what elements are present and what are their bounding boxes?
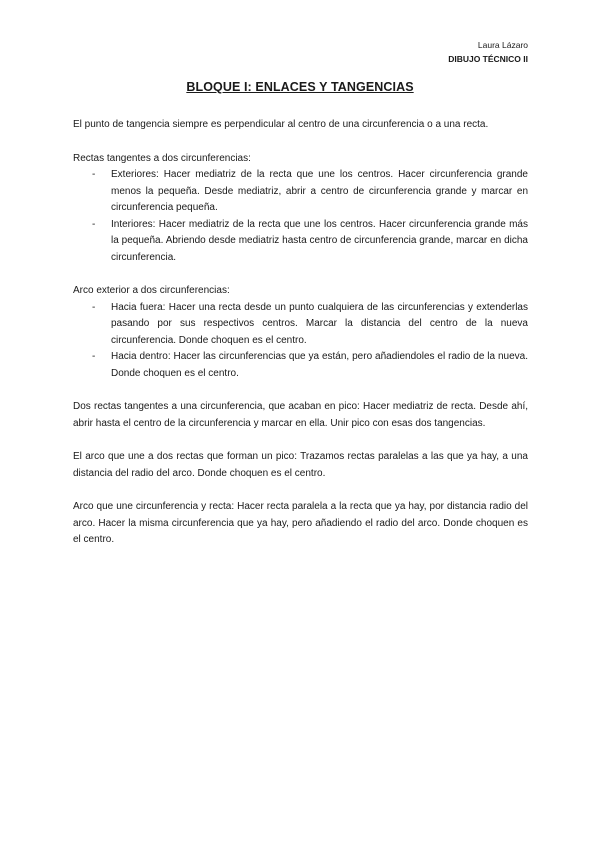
list-item xyxy=(92,300,528,350)
intro-paragraph: El punto de tangencia siempre es perpendicular al centro de una circunferencia o a una recta. xyxy=(73,119,489,130)
list-item-text: Hacia dentro: Hacer las circunferencias que ya están, pero añadiendoles el radio de la nueva. Donde choquen es el centro. xyxy=(111,351,528,379)
list-item-text: Exteriores: Hacer mediatriz de la recta que une los centros. Hacer circunferencia grande menos la pequeña. Desde mediatriz, abrir a centro de circunferencia grande y marcar en circunferencia pequeña. xyxy=(111,169,528,213)
page-header xyxy=(448,38,528,66)
list-item xyxy=(92,217,528,267)
section-heading: Arco exterior a dos circunferencias: xyxy=(73,285,230,296)
dash-marker: - xyxy=(92,218,96,230)
paragraph-arc-circle-line: Arco que une circunferencia y recta: Hacer recta paralela a la recta que ya hay, por distancia radio del arco. Hacer la misma circunferencia que ya hay, pero añadiendo el radio del arco. Donde choquen es el centro. xyxy=(73,501,528,545)
list-item-text: Interiores: Hacer mediatriz de la recta que une los centros. Hacer circunferencia grande más la pequeña. Abriendo desde mediatriz hasta centro de circunferencia grande, marcar en dicha circunferencia. xyxy=(111,218,528,263)
dash-marker: - xyxy=(92,351,96,362)
document-body xyxy=(73,117,528,566)
list-item-text: Hacia fuera: Hacer una recta desde un punto cualquiera de las circunferencias y extenderlas pasando por sus respectivos centros. Marcar la distancia del centro de la nueva circunferencia. Donde choquen es el centro. xyxy=(111,301,528,346)
section-heading: Rectas tangentes a dos circunferencias: xyxy=(73,152,251,164)
paragraph-arc-two-lines: El arco que une a dos rectas que forman un pico: Trazamos rectas paralelas a las que ya hay, a una distancia del radio del arco. Donde choquen es el centro. xyxy=(73,451,528,479)
dash-marker: - xyxy=(92,169,96,180)
paragraph-two-tangents: Dos rectas tangentes a una circunferencia, que acaban en pico: Hacer mediatriz de recta. Desde ahí, abrir hasta el centro de la circunferencia y marcar en ella. Unir pico con esas dos tangencias. xyxy=(73,401,528,429)
section-tangent-lines xyxy=(73,151,528,267)
section-exterior-arc xyxy=(73,283,528,382)
author-name: Laura Lázaro xyxy=(477,40,528,50)
list-item xyxy=(92,167,528,217)
page-title: BLOQUE I: ENLACES Y TANGENCIAS xyxy=(186,80,414,94)
bullet-list xyxy=(73,300,528,383)
bullet-list xyxy=(73,167,528,266)
dash-marker: - xyxy=(92,301,96,313)
course-name: DIBUJO TÉCNICO II xyxy=(448,54,528,64)
list-item xyxy=(92,349,528,382)
